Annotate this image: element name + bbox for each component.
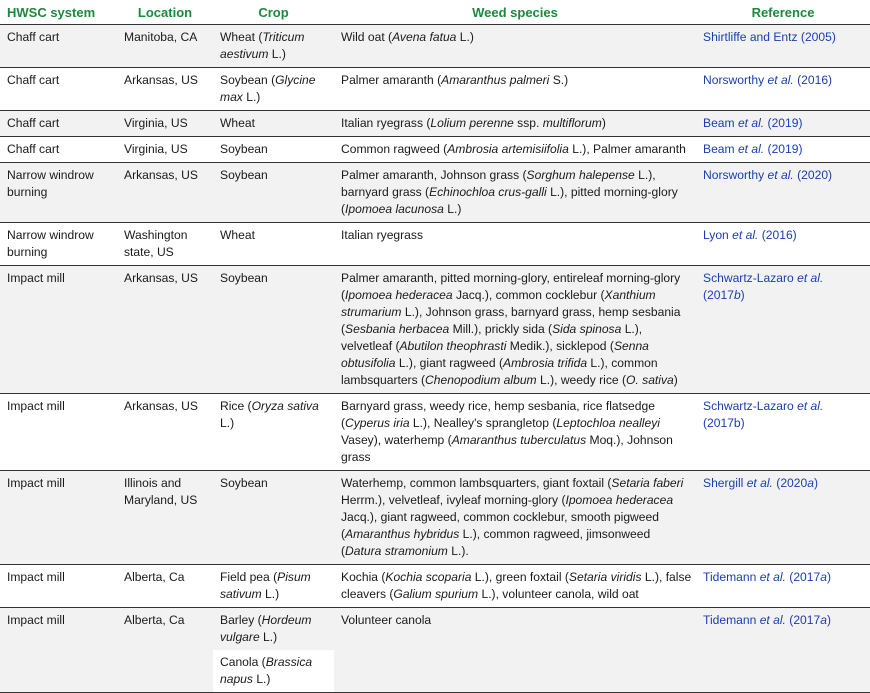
reference-link: Tidemann et al. (2017a) [696,608,870,693]
cell-location: Arkansas, US [117,163,213,223]
crop-entry: Canola (Brassica napus L.) [213,650,334,692]
cell-weed-species: Palmer amaranth (Amaranthus palmeri S.) [334,68,696,111]
table-row [0,25,870,68]
cell-weed-species: Italian ryegrass [334,223,696,266]
reference-link: Schwartz-Lazaro et al. (2017b) [696,266,870,394]
reference-link: Norsworthy et al. (2016) [696,68,870,111]
reference-link: Beam et al. (2019) [696,137,870,163]
cell-hwsc-system: Impact mill [0,471,117,565]
table-row [0,471,870,565]
table-row [0,608,870,693]
cell-crop: Wheat (Triticum aestivum L.) [213,25,334,68]
cell-crop: Wheat [213,111,334,137]
table-row [0,223,870,266]
cell-hwsc-system: Impact mill [0,266,117,394]
cell-weed-species: Italian ryegrass (Lolium perenne ssp. multiflorum) [334,111,696,137]
cell-hwsc-system: Chaff cart [0,137,117,163]
header-reference: Reference [696,0,870,25]
header-hwsc-system: HWSC system [0,0,117,25]
cell-location: Virginia, US [117,111,213,137]
cell-crop: Field pea (Pisum sativum L.) [213,565,334,608]
table-row [0,111,870,137]
cell-weed-species: Kochia (Kochia scoparia L.), green foxtail (Setaria viridis L.), false cleavers (Galium spurium L.), volunteer canola, wild oat [334,565,696,608]
reference-link: Tidemann et al. (2017a) [696,565,870,608]
cell-weed-species: Palmer amaranth, Johnson grass (Sorghum halepense L.), barnyard grass (Echinochloa crus-galli L.), pitted morning-glory (Ipomoea lacunosa L.) [334,163,696,223]
header-location: Location [117,0,213,25]
table-row [0,266,870,394]
table-row [0,163,870,223]
cell-hwsc-system: Narrow windrow burning [0,223,117,266]
cell-crop: Soybean [213,471,334,565]
cell-hwsc-system: Chaff cart [0,25,117,68]
cell-hwsc-system: Chaff cart [0,68,117,111]
table-row [0,394,870,471]
table-row [0,565,870,608]
cell-weed-species: Waterhemp, common lambsquarters, giant foxtail (Setaria faberi Herrm.), velvetleaf, ivyleaf morning-glory (Ipomoea hederacea Jacq.), giant ragweed, common cocklebur, smooth pigweed (Amaranthus hybridus L.), common ragweed, jimsonweed (Datura stramonium L.). [334,471,696,565]
cell-location: Arkansas, US [117,68,213,111]
cell-crop: Wheat [213,223,334,266]
cell-crop: Soybean [213,163,334,223]
header-crop: Crop [213,0,334,25]
cell-hwsc-system: Impact mill [0,565,117,608]
reference-link: Shergill et al. (2020a) [696,471,870,565]
cell-crop [213,608,334,693]
reference-link: Shirtliffe and Entz (2005) [696,25,870,68]
header-weed-species: Weed species [334,0,696,25]
cell-crop: Soybean (Glycine max L.) [213,68,334,111]
header-row [0,0,870,25]
cell-crop: Soybean [213,266,334,394]
cell-weed-species: Barnyard grass, weedy rice, hemp sesbania, rice flatsedge (Cyperus iria L.), Nealley's sprangletop (Leptochloa nealleyi Vasey), waterhemp (Amaranthus tuberculatus Moq.), Johnson grass [334,394,696,471]
reference-link: Beam et al. (2019) [696,111,870,137]
table-row [0,68,870,111]
cell-location: Washington state, US [117,223,213,266]
cell-location: Virginia, US [117,137,213,163]
cell-weed-species: Volunteer canola [334,608,696,693]
cell-weed-species: Wild oat (Avena fatua L.) [334,25,696,68]
reference-link: Schwartz-Lazaro et al. (2017b) [696,394,870,471]
reference-link: Norsworthy et al. (2020) [696,163,870,223]
cell-location: Alberta, Ca [117,608,213,693]
cell-hwsc-system: Impact mill [0,608,117,693]
cell-crop: Soybean [213,137,334,163]
table-row [0,137,870,163]
crop-entry: Barley (Hordeum vulgare L.) [220,613,312,644]
cell-location: Arkansas, US [117,394,213,471]
cell-hwsc-system: Chaff cart [0,111,117,137]
cell-hwsc-system: Impact mill [0,394,117,471]
cell-location: Manitoba, CA [117,25,213,68]
cell-weed-species: Palmer amaranth, pitted morning-glory, entireleaf morning-glory (Ipomoea hederacea Jacq.), common cocklebur (Xanthium strumarium L.), Johnson grass, barnyard grass, hemp sesbania (Sesbania herbacea Mill.), prickly sida (Sida spinosa L.), velvetleaf (Abutilon theophrasti Medik.), sicklepod (Senna obtusifolia L.), giant ragweed (Ambrosia trifida L.), common lambsquarters (Chenopodium album L.), weedy rice (O. sativa) [334,266,696,394]
reference-link: Lyon et al. (2016) [696,223,870,266]
cell-location: Alberta, Ca [117,565,213,608]
cell-weed-species: Common ragweed (Ambrosia artemisiifolia L.), Palmer amaranth [334,137,696,163]
cell-location: Illinois and Maryland, US [117,471,213,565]
cell-location: Arkansas, US [117,266,213,394]
cell-crop: Rice (Oryza sativa L.) [213,394,334,471]
cell-hwsc-system: Narrow windrow burning [0,163,117,223]
